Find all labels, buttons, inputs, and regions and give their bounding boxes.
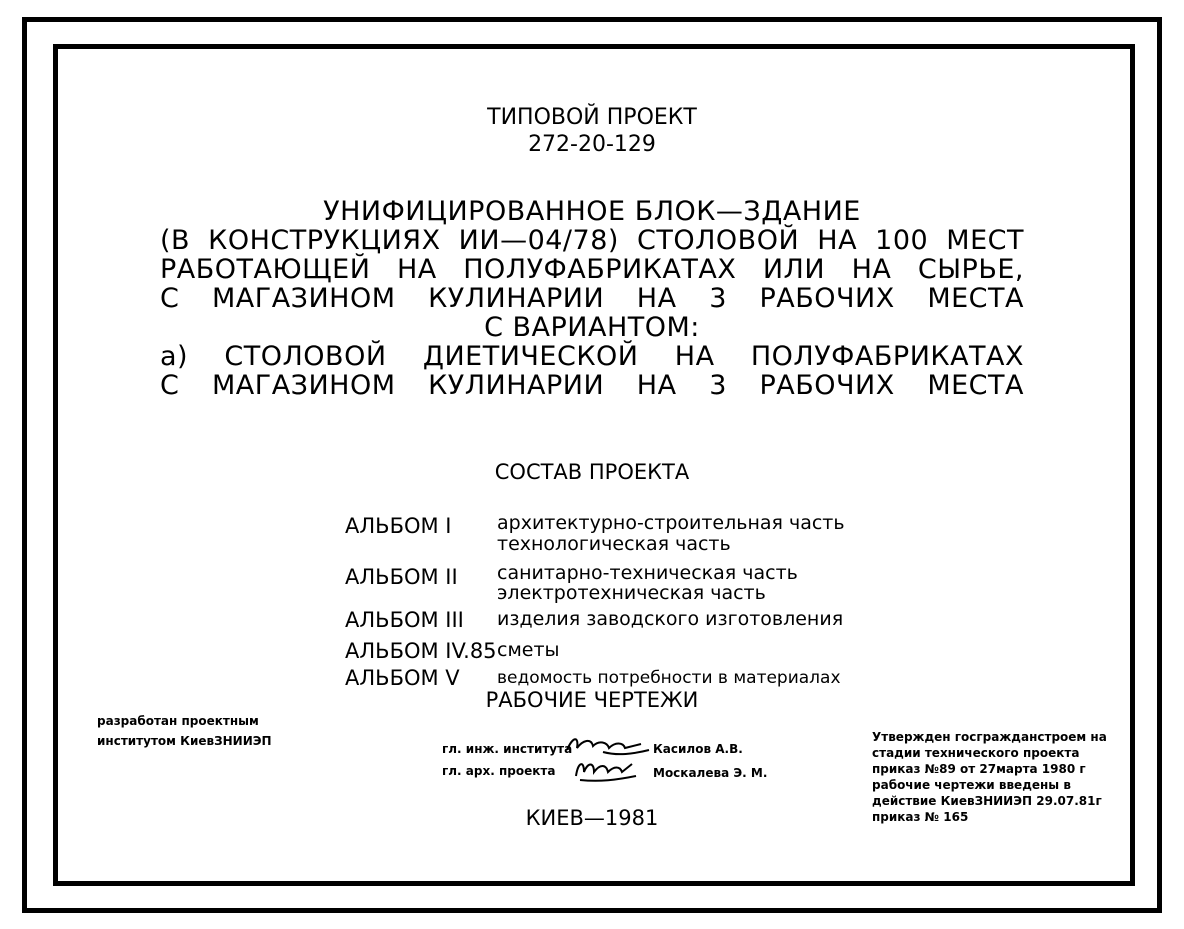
album-desc: изделия заводского изготовления (497, 608, 844, 630)
title-line-7: С МАГАЗИНОМ КУЛИНАРИИ НА 3 РАБОЧИХ МЕСТА (160, 370, 1024, 401)
album-name: АЛЬБОМ II (345, 565, 458, 589)
approval-line: приказ №89 от 27марта 1980 г (872, 762, 1086, 776)
signature-role: гл. арх. проекта (442, 764, 556, 778)
approval-line: приказ № 165 (872, 810, 969, 824)
title-line-6: а) СТОЛОВОЙ ДИЕТИЧЕСКОЙ НА ПОЛУФАБРИКАТАХ (160, 341, 1024, 372)
album-desc: архитектурно-строительная часть (497, 512, 845, 534)
album-name: АЛЬБОМ III (345, 608, 464, 632)
album-desc: электротехническая часть (497, 582, 766, 604)
approval-line: Утвержден госгражданстроем на (872, 730, 1107, 744)
project-number: 272-20-129 (528, 132, 656, 157)
signature-name: Касилов А.В. (653, 742, 743, 756)
title-line-2: (В КОНСТРУКЦИЯХ ИИ—04/78) СТОЛОВОЙ НА 100 МЕСТ (160, 225, 1024, 256)
approval-line: рабочие чертежи введены в (872, 778, 1071, 792)
album-desc: санитарно-техническая часть (497, 562, 798, 584)
album-name: АЛЬБОМ IV.85 (345, 639, 497, 663)
title-line-4: С МАГАЗИНОМ КУЛИНАРИИ НА 3 РАБОЧИХ МЕСТА (160, 283, 1024, 314)
album-desc: сметы (497, 639, 560, 661)
signature-role: гл. инж. института (442, 742, 573, 756)
project-type: ТИПОВОЙ ПРОЕКТ (487, 105, 697, 130)
working-drawings-label: РАБОЧИЕ ЧЕРТЕЖИ (485, 688, 699, 712)
approval-line: стадии технического проекта (872, 746, 1080, 760)
album-desc: ведомость потребности в материалах (497, 668, 841, 688)
developer-line: институтом КиевЗНИИЭП (97, 734, 272, 748)
city-year: КИЕВ—1981 (525, 806, 659, 830)
album-name: АЛЬБОМ V (345, 666, 460, 690)
title-line-5: С ВАРИАНТОМ: (484, 312, 700, 343)
album-desc: технологическая часть (497, 533, 731, 555)
album-name: АЛЬБОМ I (345, 514, 452, 538)
developer-line: разработан проектным (97, 714, 259, 728)
signature-name: Москалева Э. М. (653, 766, 768, 780)
signature-mark (570, 756, 640, 784)
title-line-3: РАБОТАЮЩЕЙ НА ПОЛУФАБРИКАТАХ ИЛИ НА СЫРЬЕ, (160, 254, 1024, 285)
approval-line: действие КиевЗНИИЭП 29.07.81г (872, 794, 1102, 808)
composition-heading: СОСТАВ ПРОЕКТА (494, 460, 690, 484)
title-line-1: УНИФИЦИРОВАННОЕ БЛОК—ЗДАНИЕ (323, 196, 861, 227)
